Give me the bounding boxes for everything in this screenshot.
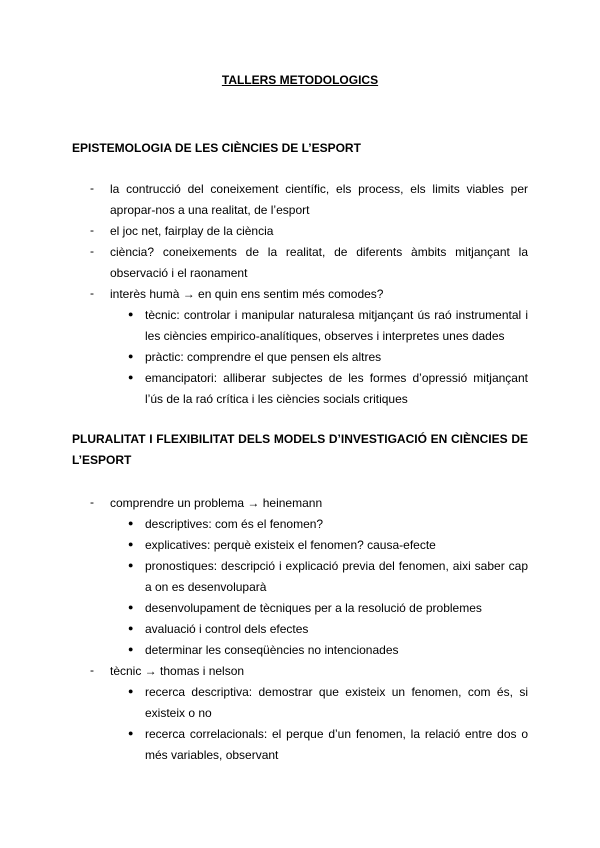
section-heading: EPISTEMOLOGIA DE LES CIÈNCIES DE L’ESPORT — [72, 141, 361, 155]
sub-list-item: descriptives: com és el fenomen? — [145, 517, 324, 531]
bullet-icon: ● — [128, 686, 134, 696]
sub-list-item: desenvolupament de tècniques per a la resolució de problemes — [145, 601, 482, 615]
bullet-icon: ● — [128, 602, 134, 612]
bullet-icon: ● — [128, 728, 134, 738]
bullet-icon: ● — [128, 351, 134, 361]
list-item: tècnic → thomas i nelson — [110, 664, 245, 678]
sub-list-item: recerca correlacionals: el perque d’un fenomen, la relació entre dos o més variables, observant — [145, 727, 528, 762]
bullet-icon: ● — [128, 623, 134, 633]
sub-list-item: pràctic: comprendre el que pensen els altres — [145, 350, 382, 364]
sub-list-item: pronostiques: descripció i explicació previa del fenomen, aixi saber cap a on es desenvoluparà — [145, 559, 528, 594]
page-title: TALLERS METODOLOGICS — [221, 73, 379, 87]
list-item: la contrucció del coneixement científic, els process, els limits viables per apropar-nos a una realitat, de l’esport — [110, 182, 528, 217]
bullet-icon: ● — [128, 518, 134, 528]
dash-marker: - — [90, 663, 94, 677]
dash-marker: - — [90, 244, 94, 258]
sub-list-item: recerca descriptiva: demostrar que existeix un fenomen, com és, si existeix o no — [145, 685, 528, 720]
dash-marker: - — [90, 495, 94, 509]
dash-marker: - — [90, 223, 94, 237]
bullet-icon: ● — [128, 309, 134, 319]
dash-marker: - — [90, 181, 94, 195]
bullet-icon: ● — [128, 539, 134, 549]
list-item: interès humà → en quin ens sentim més comodes? — [110, 287, 384, 301]
list-item: ciència? coneixements de la realitat, de diferents àmbits mitjançant la observació i el raonament — [110, 245, 528, 280]
list-item: comprendre un problema → heinemann — [110, 496, 323, 510]
sub-list-item: avaluació i control dels efectes — [145, 622, 309, 636]
dash-marker: - — [90, 286, 94, 300]
bullet-icon: ● — [128, 560, 134, 570]
section-heading: PLURALITAT I FLEXIBILITAT DELS MODELS D’INVESTIGACIÓ EN CIÈNCIES DE L’ESPORT — [72, 432, 528, 467]
sub-list-item: determinar les conseqüències no intencionades — [145, 643, 399, 657]
sub-list-item: tècnic: controlar i manipular naturalesa mitjançant ús raó instrumental i les ciències empirico-analítiques, observes i interpretes unes dades — [145, 308, 528, 343]
sub-list-item: explicatives: perquè existeix el fenomen? causa-efecte — [145, 538, 436, 552]
bullet-icon: ● — [128, 372, 134, 382]
list-item: el joc net, fairplay de la ciència — [110, 224, 274, 238]
bullet-icon: ● — [128, 644, 134, 654]
sub-list-item: emancipatori: alliberar subjectes de les formes d’opressió mitjançant l’ús de la raó crítica i les ciències socials critiques — [145, 371, 528, 406]
